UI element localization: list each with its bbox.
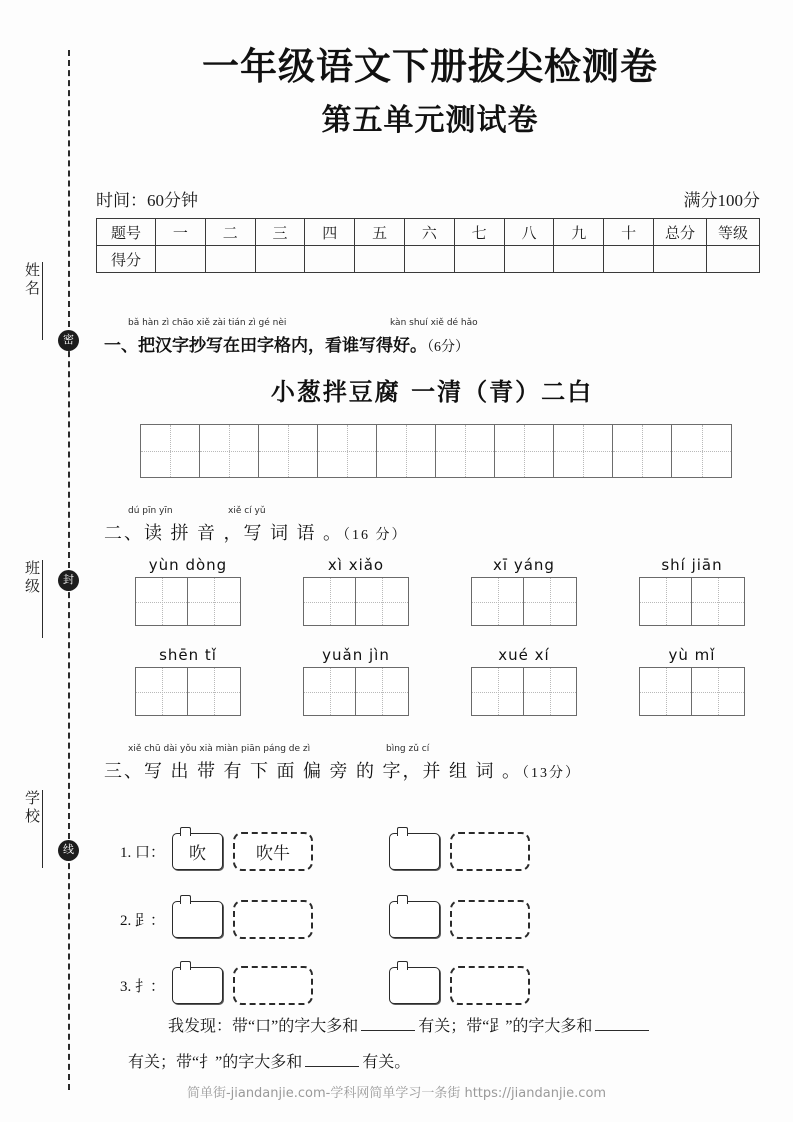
radical-row-2 xyxy=(120,900,780,939)
tianzige-cell[interactable] xyxy=(436,425,495,477)
seal-char-3: 线 xyxy=(58,840,79,861)
question-2-points: （16 分） xyxy=(343,528,408,543)
tianzige-cell[interactable] xyxy=(188,578,240,625)
score-cell-grade[interactable] xyxy=(707,246,760,273)
question-2-word-row-1 xyxy=(104,556,776,626)
radical-answer-group-a xyxy=(172,832,313,871)
tianzige-cell[interactable] xyxy=(304,578,356,625)
radical-label-2 xyxy=(120,909,172,930)
field-name-line xyxy=(42,262,43,340)
char-box[interactable]: 吹 xyxy=(172,833,223,870)
score-col-8: 八 xyxy=(504,219,554,246)
word-item[interactable] xyxy=(608,556,776,626)
answer-blank[interactable] xyxy=(361,1030,415,1031)
char-box[interactable] xyxy=(389,833,440,870)
question-2-pinyin xyxy=(128,506,764,519)
q3-pinyin-part-1: xiě chū dài yǒu xià miàn piān páng de zì xyxy=(128,744,311,754)
tianzige-cell[interactable] xyxy=(554,425,613,477)
score-col-1: 一 xyxy=(156,219,206,246)
tianzige-cell[interactable] xyxy=(640,668,692,715)
score-cell-10[interactable] xyxy=(604,246,654,273)
word-item[interactable] xyxy=(440,646,608,716)
char-box[interactable] xyxy=(172,967,223,1004)
tianzige-cell[interactable] xyxy=(495,425,554,477)
field-class-line xyxy=(42,560,43,638)
word-tianzige[interactable] xyxy=(639,577,745,626)
score-col-9: 九 xyxy=(554,219,604,246)
score-cell-9[interactable] xyxy=(554,246,604,273)
seal-char-1: 密 xyxy=(58,330,79,351)
score-cell-7[interactable] xyxy=(454,246,504,273)
radical-answer-group-b xyxy=(389,900,530,939)
answer-blank[interactable] xyxy=(305,1066,359,1067)
tianzige-row[interactable] xyxy=(140,424,732,478)
word-pinyin: shēn tǐ xyxy=(159,646,217,664)
tianzige-cell[interactable] xyxy=(524,668,576,715)
conclusion-line-1 xyxy=(168,1012,793,1042)
word-item[interactable] xyxy=(104,646,272,716)
radical-number-1: 1. xyxy=(120,845,132,861)
radical-label-1 xyxy=(120,841,172,862)
field-name-label: 姓名 xyxy=(23,262,39,298)
total-points-label: 满分100分 xyxy=(683,191,760,210)
word-item[interactable] xyxy=(104,556,272,626)
tianzige-cell[interactable] xyxy=(136,578,188,625)
radical-row-3 xyxy=(120,966,780,1005)
q2-pinyin-part-1: dú pīn yīn xyxy=(128,506,173,516)
question-3-pinyin xyxy=(128,744,764,757)
tianzige-cell[interactable] xyxy=(200,425,259,477)
word-tianzige[interactable] xyxy=(471,667,577,716)
question-1-tianzige-grid[interactable] xyxy=(140,424,732,478)
table-row-scores xyxy=(97,246,760,273)
question-2-heading xyxy=(104,506,764,545)
score-col-3: 三 xyxy=(255,219,305,246)
score-cell-3[interactable] xyxy=(255,246,305,273)
seal-char-2: 封 xyxy=(58,570,79,591)
score-cell-8[interactable] xyxy=(504,246,554,273)
score-col-2: 二 xyxy=(205,219,255,246)
radical-label-3 xyxy=(120,975,172,996)
word-tianzige[interactable] xyxy=(135,577,241,626)
field-school[interactable] xyxy=(22,790,48,868)
score-col-4: 四 xyxy=(305,219,355,246)
question-2-prompt: 二、读 拼 音 ，写 词 语 。 xyxy=(104,523,343,543)
radical-number-2: 2. xyxy=(120,913,132,929)
tianzige-cell[interactable] xyxy=(377,425,436,477)
radical-answer-group-b xyxy=(389,832,530,871)
score-col-5: 五 xyxy=(355,219,405,246)
word-tianzige[interactable] xyxy=(471,577,577,626)
word-box[interactable] xyxy=(233,900,313,939)
tianzige-cell[interactable] xyxy=(188,668,240,715)
conclusion-line-2 xyxy=(128,1048,768,1078)
tianzige-cell[interactable] xyxy=(613,425,672,477)
time-limit-label: 时间：60分钟 xyxy=(96,191,198,210)
word-tianzige[interactable] xyxy=(303,577,409,626)
question-1-points: （6分） xyxy=(427,340,469,355)
left-margin-seal-area xyxy=(0,0,100,1122)
field-school-label: 学校 xyxy=(23,790,39,826)
word-item[interactable] xyxy=(272,556,440,626)
answer-blank[interactable] xyxy=(595,1030,649,1031)
score-cell-4[interactable] xyxy=(305,246,355,273)
question-1-text xyxy=(104,331,764,356)
score-col-10: 十 xyxy=(604,219,654,246)
conclusion-text-1a: 我发现：带“口”的字大多和 xyxy=(168,1018,359,1035)
page-title: 一年级语文下册拔尖检测卷 xyxy=(202,45,658,88)
tianzige-cell[interactable] xyxy=(524,578,576,625)
char-box[interactable] xyxy=(389,967,440,1004)
word-pinyin: xué xí xyxy=(498,646,550,664)
question-3-heading xyxy=(104,744,764,783)
field-class-label: 班级 xyxy=(23,560,39,596)
radical-answer-group-b xyxy=(389,966,530,1005)
tianzige-cell[interactable] xyxy=(259,425,318,477)
field-class[interactable] xyxy=(22,560,48,638)
radical-glyph-1: 口： xyxy=(135,845,166,861)
field-name[interactable] xyxy=(22,262,48,340)
char-box[interactable] xyxy=(389,901,440,938)
tianzige-cell[interactable] xyxy=(692,668,744,715)
question-1-prompt: 一、把汉字抄写在田字格内，看谁写得好。 xyxy=(104,336,427,356)
score-cell-5[interactable] xyxy=(355,246,405,273)
word-box[interactable]: 吹牛 xyxy=(233,832,313,871)
word-box[interactable] xyxy=(450,966,530,1005)
question-3-text xyxy=(104,757,764,783)
word-pinyin: yùn dòng xyxy=(148,556,228,574)
question-1-heading xyxy=(104,318,764,356)
tianzige-cell[interactable] xyxy=(472,578,524,625)
tianzige-cell[interactable] xyxy=(318,425,377,477)
radical-number-3: 3. xyxy=(120,979,132,995)
radical-answer-group-a xyxy=(172,966,313,1005)
word-tianzige[interactable] xyxy=(303,667,409,716)
tianzige-cell[interactable] xyxy=(356,668,408,715)
tianzige-cell[interactable] xyxy=(141,425,200,477)
score-table-head-label: 题号 xyxy=(97,219,156,246)
word-box[interactable] xyxy=(233,966,313,1005)
conclusion-text-1b: 有关；带“𧾷”的字大多和 xyxy=(418,1018,593,1035)
radical-row-1 xyxy=(120,832,780,871)
field-school-line xyxy=(42,790,43,868)
q3-pinyin-part-2: bìng zǔ cí xyxy=(386,744,430,754)
score-cell-1[interactable] xyxy=(156,246,206,273)
score-col-grade: 等级 xyxy=(707,219,760,246)
tianzige-cell[interactable] xyxy=(692,578,744,625)
score-table-score-label: 得分 xyxy=(97,246,156,273)
footer-watermark: 简单街-jiandanjie.com-学科网简单学习一条街 https://jiandanjie.com xyxy=(186,1086,607,1101)
word-item[interactable] xyxy=(272,646,440,716)
exam-meta-row xyxy=(96,186,760,211)
page-subtitle: 第五单元测试卷 xyxy=(321,102,539,138)
score-cell-2[interactable] xyxy=(205,246,255,273)
word-pinyin: yuǎn jìn xyxy=(322,646,390,664)
score-col-6: 六 xyxy=(404,219,454,246)
word-tianzige[interactable] xyxy=(639,667,745,716)
word-tianzige[interactable] xyxy=(135,667,241,716)
radical-glyph-3: 扌： xyxy=(135,979,166,995)
word-item[interactable] xyxy=(608,646,776,716)
page-title-block xyxy=(100,46,760,139)
question-3-points: （13分） xyxy=(522,766,581,781)
word-pinyin: shí jiān xyxy=(661,556,723,574)
q1-pinyin-part-2: kàn shuí xiě dé hǎo xyxy=(390,318,478,328)
conclusion-text-2a: 有关；带“扌”的字大多和 xyxy=(128,1054,303,1071)
word-box[interactable] xyxy=(450,900,530,939)
tianzige-cell[interactable] xyxy=(356,578,408,625)
tianzige-cell[interactable] xyxy=(640,578,692,625)
radical-glyph-2: 𧾷： xyxy=(135,913,166,929)
question-1-pinyin xyxy=(128,318,764,331)
word-item[interactable] xyxy=(440,556,608,626)
q2-pinyin-part-2: xiě cí yǔ xyxy=(228,506,266,516)
score-cell-total[interactable] xyxy=(654,246,707,273)
question-2-text xyxy=(104,519,764,545)
word-pinyin: xī yáng xyxy=(493,556,555,574)
tianzige-cell[interactable] xyxy=(136,668,188,715)
q1-pinyin-part-1: bǎ hàn zì chāo xiě zài tián zì gé nèi xyxy=(128,318,287,328)
radical-answer-group-a xyxy=(172,900,313,939)
score-col-7: 七 xyxy=(454,219,504,246)
question-2-word-row-2 xyxy=(104,646,776,716)
tianzige-cell[interactable] xyxy=(472,668,524,715)
tianzige-cell[interactable] xyxy=(304,668,356,715)
char-box[interactable] xyxy=(172,901,223,938)
score-col-total: 总分 xyxy=(654,219,707,246)
table-row-question-numbers xyxy=(97,219,760,246)
conclusion-text-2b: 有关。 xyxy=(362,1054,411,1071)
score-table xyxy=(96,218,760,273)
word-pinyin: yù mǐ xyxy=(668,646,716,664)
question-1-sample-sentence: 小葱拌豆腐 一清（青）二白 xyxy=(270,378,594,406)
word-pinyin: xì xiǎo xyxy=(327,556,385,574)
tianzige-cell[interactable] xyxy=(672,425,731,477)
question-3-prompt: 三、写 出 带 有 下 面 偏 旁 的 字，并 组 词 。 xyxy=(104,761,522,781)
word-box[interactable] xyxy=(450,832,530,871)
score-cell-6[interactable] xyxy=(404,246,454,273)
